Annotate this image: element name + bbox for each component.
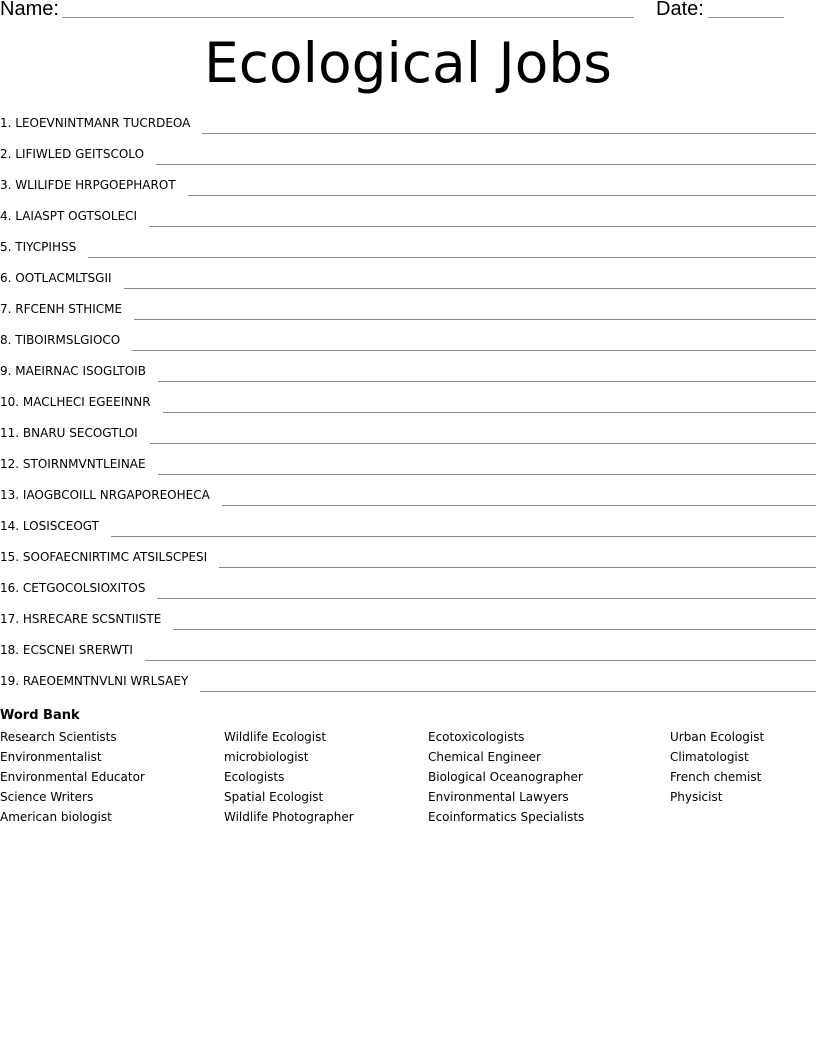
word-bank-item: American biologist: [0, 810, 112, 824]
scrambled-word: 10. MACLHECI EGEEINNR: [0, 395, 151, 409]
question-row: [0, 577, 816, 599]
scrambled-word: 13. IAOGBCOILL NRGAPOREOHECA: [0, 488, 210, 502]
scrambled-word: 5. TIYCPIHSS: [0, 240, 77, 254]
word-bank-item: Ecologists: [224, 770, 285, 784]
question-row: [0, 453, 816, 475]
answer-line[interactable]: [188, 195, 816, 196]
scrambled-word: 1. LEOEVNINTMANR TUCRDEOA: [0, 116, 191, 130]
word-bank-item: Physicist: [670, 790, 723, 804]
scrambled-word: 14. LOSISCEOGT: [0, 519, 99, 533]
question-row: [0, 670, 816, 692]
question-row: [0, 143, 816, 165]
word-bank-item: French chemist: [670, 770, 762, 784]
question-row: [0, 174, 816, 196]
scrambled-word: 7. RFCENH STHICME: [0, 302, 123, 316]
scrambled-word: 16. CETGOCOLSIOXITOS: [0, 581, 146, 595]
page-title: Ecological Jobs: [204, 31, 612, 95]
word-bank-item: Spatial Ecologist: [224, 790, 324, 804]
word-bank-item: Biological Oceanographer: [428, 770, 583, 784]
question-row: [0, 236, 816, 258]
name-label: Name:: [0, 0, 59, 20]
answer-line[interactable]: [200, 691, 816, 692]
answer-line[interactable]: [158, 381, 816, 382]
answer-line[interactable]: [222, 505, 816, 506]
answer-line[interactable]: [202, 133, 816, 134]
scrambled-word: 8. TIBOIRMSLGIOCO: [0, 333, 121, 347]
scrambled-word: 12. STOIRNMVNTLEINAE: [0, 457, 146, 471]
answer-line[interactable]: [157, 598, 816, 599]
scrambled-word: 4. LAIASPT OGTSOLECI: [0, 209, 138, 223]
word-bank-item: Ecotoxicologists: [428, 730, 525, 744]
question-row: [0, 639, 816, 661]
question-row: [0, 205, 816, 227]
answer-line[interactable]: [150, 443, 816, 444]
question-row: [0, 484, 816, 506]
question-row: [0, 422, 816, 444]
answer-line[interactable]: [134, 319, 816, 320]
word-bank-item: Wildlife Ecologist: [224, 730, 327, 744]
answer-line[interactable]: [156, 164, 816, 165]
date-field-line[interactable]: [708, 17, 784, 18]
answer-line[interactable]: [124, 288, 816, 289]
scrambled-word: 19. RAEOEMNTNVLNI WRLSAEY: [0, 674, 189, 688]
question-row: [0, 546, 816, 568]
question-row: [0, 391, 816, 413]
scrambled-word: 6. OOTLACMLTSGII: [0, 271, 112, 285]
scrambled-word: 15. SOOFAECNIRTIMC ATSILSCPESI: [0, 550, 208, 564]
word-bank-item: Environmentalist: [0, 750, 102, 764]
answer-line[interactable]: [163, 412, 816, 413]
name-field-line[interactable]: [62, 17, 634, 18]
word-bank-item: microbiologist: [224, 750, 309, 764]
word-bank-item: Science Writers: [0, 790, 94, 804]
answer-line[interactable]: [173, 629, 816, 630]
scrambled-word: 18. ECSCNEI SRERWTI: [0, 643, 133, 657]
word-bank-item: Chemical Engineer: [428, 750, 541, 764]
answer-line[interactable]: [111, 536, 816, 537]
word-bank-item: Research Scientists: [0, 730, 117, 744]
scrambled-word: 17. HSRECARE SCSNTIISTE: [0, 612, 162, 626]
answer-line[interactable]: [149, 226, 816, 227]
word-bank-column-2: [224, 728, 354, 828]
question-row: [0, 515, 816, 537]
word-bank-title: Word Bank: [0, 708, 80, 723]
question-row: [0, 329, 816, 351]
word-bank-column-3: [428, 728, 584, 828]
word-bank-item: Environmental Lawyers: [428, 790, 569, 804]
answer-line[interactable]: [219, 567, 816, 568]
scrambled-word: 3. WLILIFDE HRPGOEPHAROT: [0, 178, 176, 192]
word-bank-item: Environmental Educator: [0, 770, 145, 784]
scrambled-word: 11. BNARU SECOGTLOI: [0, 426, 138, 440]
question-row: [0, 112, 816, 134]
answer-line[interactable]: [132, 350, 816, 351]
date-label: Date:: [656, 0, 704, 20]
word-bank-item: Ecoinformatics Specialists: [428, 810, 585, 824]
question-row: [0, 608, 816, 630]
question-row: [0, 267, 816, 289]
word-bank-column-1: [0, 728, 145, 828]
answer-line[interactable]: [88, 257, 816, 258]
question-row: [0, 360, 816, 382]
word-bank-item: Urban Ecologist: [670, 730, 765, 744]
word-bank-item: Climatologist: [670, 750, 749, 764]
name-date-header: [0, 0, 816, 24]
scrambled-word: 2. LIFIWLED GEITSCOLO: [0, 147, 145, 161]
scrambled-word: 9. MAEIRNAC ISOGLTOIB: [0, 364, 146, 378]
word-bank-item: Wildlife Photographer: [224, 810, 354, 824]
word-bank-column-4: [670, 728, 764, 808]
answer-line[interactable]: [145, 660, 816, 661]
question-row: [0, 298, 816, 320]
answer-line[interactable]: [158, 474, 816, 475]
